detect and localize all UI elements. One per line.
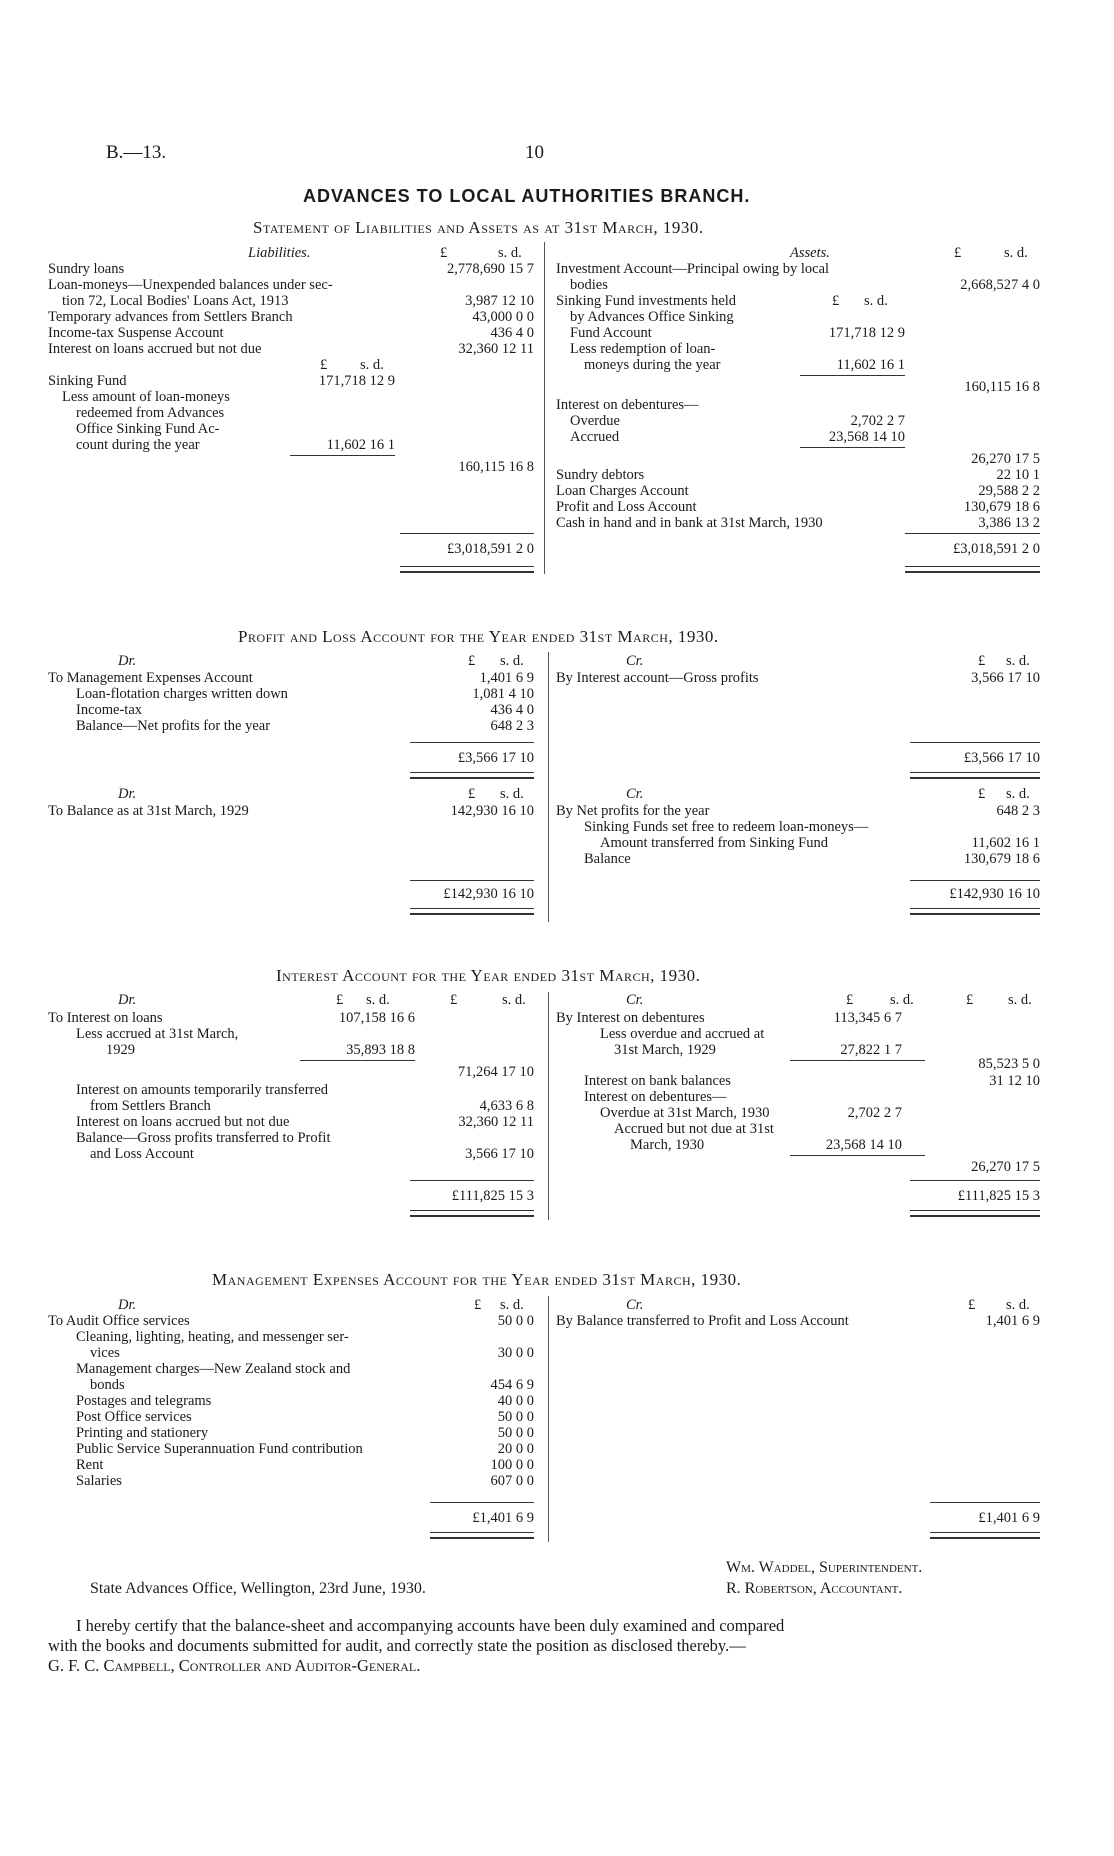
ia-dr-item: To Interest on loans (48, 1010, 163, 1026)
ia-dr-total: £111,825 15 3 (451, 1188, 534, 1204)
column-divider (548, 1296, 549, 1542)
ia-cr-sub-value: 23,568 14 10 (825, 1137, 902, 1153)
total-double-rule (410, 1210, 534, 1217)
liability-value: 160,115 16 8 (458, 459, 534, 475)
total-rule (430, 1502, 534, 1503)
sd-heading: s. d. (1006, 786, 1030, 802)
ia-cr-sub-value: 113,345 6 7 (833, 1010, 902, 1026)
ia-dr-sub-value: 35,893 18 8 (346, 1042, 415, 1058)
sd-heading: s. d. (890, 992, 914, 1008)
sd-heading: s. d. (1006, 1297, 1030, 1313)
pound-heading: £ (846, 992, 854, 1008)
pl-dr-total: £142,930 16 10 (443, 886, 534, 902)
sd-heading: s. d. (500, 1297, 524, 1313)
liability-value: 3,987 12 10 (465, 293, 534, 309)
ia-cr-item: 31st March, 1929 (614, 1042, 716, 1058)
liability-loan-moneys: Loan-moneys—Unexpended balances under sec- (48, 277, 333, 293)
pl-cr-value: 11,602 16 1 (971, 835, 1040, 851)
asset-sundry-debtors: Sundry debtors (556, 467, 645, 483)
asset-accrued: Accrued (570, 429, 620, 445)
branch-title: ADVANCES TO LOCAL AUTHORITIES BRANCH. (303, 186, 751, 206)
dr-heading: Dr. (118, 992, 137, 1008)
ia-cr-sub-value: 27,822 1 7 (840, 1042, 902, 1058)
liability-less-line: count during the year (76, 437, 200, 453)
pl-cr-item: By Net profits for the year (556, 803, 710, 819)
me-dr-value: 607 0 0 (490, 1473, 534, 1489)
ia-dr-item: Balance—Gross profits transferred to Profit (76, 1130, 331, 1146)
liability-sub-value: 171,718 12 9 (318, 373, 395, 389)
assets-total: £3,018,591 2 0 (953, 541, 1040, 557)
liability-value: 2,778,690 15 7 (447, 261, 534, 277)
sd-heading: s. d. (498, 245, 522, 261)
ia-cr-value: 31 12 10 (989, 1073, 1040, 1089)
ia-cr-item: March, 1930 (630, 1137, 705, 1153)
pound-heading: £ (966, 992, 974, 1008)
pl-cr-value: 130,679 18 6 (963, 851, 1040, 867)
asset-value: 160,115 16 8 (964, 379, 1040, 395)
me-dr-item: Cleaning, lighting, heating, and messenger ser- (76, 1329, 349, 1345)
certificate-line: with the books and documents submitted for audit, and correctly state the position as disclosed thereby.— (48, 1636, 746, 1655)
assets-heading: Assets. (790, 245, 830, 261)
sub-rule (290, 455, 395, 456)
pound-heading: £ (468, 653, 476, 669)
pound-heading: £ (978, 786, 986, 802)
liability-less-line: Office Sinking Fund Ac- (76, 421, 220, 437)
profit-loss-title: Profit and Loss Account for the Year ended 31st March, 1930. (238, 627, 719, 646)
asset-profit-loss: Profit and Loss Account (556, 499, 697, 515)
accountant-signature: R. Robertson, Accountant. (726, 1580, 903, 1597)
me-dr-value: 50 0 0 (497, 1425, 534, 1441)
liability-sundry-loans: Sundry loans (48, 261, 125, 277)
total-double-rule (910, 772, 1040, 779)
ia-cr-item: Accrued but not due at 31st (614, 1121, 774, 1137)
liability-sub-value: 11,602 16 1 (326, 437, 395, 453)
sub-pound-heading: £ (832, 293, 840, 309)
superintendent-signature: Wm. Waddel, Superintendent. (726, 1559, 923, 1576)
ia-cr-item: By Interest on debentures (556, 1010, 705, 1026)
pl-cr-item: By Interest account—Gross profits (556, 670, 759, 686)
me-cr-item: By Balance transferred to Profit and Loss Account (556, 1313, 849, 1329)
pl-dr-item: Income-tax (76, 702, 143, 718)
me-cr-value: 1,401 6 9 (985, 1313, 1040, 1329)
asset-investment-account: Investment Account—Principal owing by local (556, 261, 830, 277)
asset-value: 29,588 2 2 (978, 483, 1040, 499)
total-double-rule (400, 566, 534, 573)
me-dr-item: Management charges—New Zealand stock and (76, 1361, 351, 1377)
total-rule (410, 742, 534, 743)
column-divider (548, 652, 549, 922)
me-dr-value: 50 0 0 (497, 1409, 534, 1425)
cr-heading: Cr. (626, 653, 644, 669)
cr-heading: Cr. (626, 1297, 644, 1313)
me-dr-value: 454 6 9 (490, 1377, 534, 1393)
total-double-rule (410, 772, 534, 779)
liability-value: 436 4 0 (490, 325, 534, 341)
ia-dr-value: 3,566 17 10 (465, 1146, 534, 1162)
sub-pound-heading: £ (320, 357, 328, 373)
total-double-rule (430, 1532, 534, 1539)
ia-cr-item: Overdue at 31st March, 1930 (600, 1105, 770, 1121)
pl-dr-value: 1,401 6 9 (479, 670, 534, 686)
total-rule (910, 880, 1040, 881)
pl-dr-item: Balance—Net profits for the year (76, 718, 271, 734)
ia-cr-item: Interest on bank balances (584, 1073, 731, 1089)
liabilities-total: £3,018,591 2 0 (447, 541, 534, 557)
pound-heading: £ (450, 992, 458, 1008)
ia-dr-item: Less accrued at 31st March, (76, 1026, 239, 1042)
sd-heading: s. d. (1004, 245, 1028, 261)
me-dr-item: Post Office services (76, 1409, 192, 1425)
asset-investment-cont: bodies (570, 277, 608, 293)
management-expenses-title: Management Expenses Account for the Year ended 31st March, 1930. (212, 1270, 742, 1289)
asset-value: 2,668,527 4 0 (960, 277, 1040, 293)
liability-less-line: Less amount of loan-moneys (62, 389, 230, 405)
asset-less-redemption-cont: moneys during the year (584, 357, 721, 373)
pound-heading: £ (954, 245, 962, 261)
liabilities-heading: Liabilities. (248, 245, 311, 261)
pl-dr-value: 648 2 3 (490, 718, 534, 734)
liability-sinking-fund: Sinking Fund (48, 373, 127, 389)
pound-heading: £ (978, 653, 986, 669)
certificate-line: I hereby certify that the balance-sheet and accompanying accounts have been duly examined and compared (76, 1616, 785, 1635)
asset-loan-charges: Loan Charges Account (556, 483, 689, 499)
pl-cr-item: Sinking Funds set free to redeem loan-moneys— (584, 819, 869, 835)
asset-value: 22 10 1 (996, 467, 1040, 483)
asset-less-redemption: Less redemption of loan- (570, 341, 716, 357)
pl-dr-value: 142,930 16 10 (450, 803, 534, 819)
liability-loan-moneys-cont: tion 72, Local Bodies' Loans Act, 1913 (62, 293, 289, 309)
me-dr-item: Rent (76, 1457, 104, 1473)
me-cr-total: £1,401 6 9 (978, 1510, 1040, 1526)
ia-dr-value: 32,360 12 11 (458, 1114, 534, 1130)
total-rule (910, 1180, 1040, 1181)
ia-dr-item: Interest on amounts temporarily transferred (76, 1082, 329, 1098)
pl-cr-value: 648 2 3 (996, 803, 1040, 819)
dr-heading: Dr. (118, 786, 137, 802)
asset-sinking-fund-cont: by Advances Office Sinking (570, 309, 734, 325)
liability-temporary-advances: Temporary advances from Settlers Branch (48, 309, 293, 325)
sub-sd-heading: s. d. (360, 357, 384, 373)
pl-dr-item: To Balance as at 31st March, 1929 (48, 803, 249, 819)
asset-value: 130,679 18 6 (963, 499, 1040, 515)
section-code: B.—13. (106, 142, 167, 163)
sub-sd-heading: s. d. (864, 293, 888, 309)
pl-dr-item: Loan-flotation charges written down (76, 686, 288, 702)
me-dr-value: 50 0 0 (497, 1313, 534, 1329)
ia-dr-value: 4,633 6 8 (479, 1098, 534, 1114)
column-divider (548, 992, 549, 1220)
pl-dr-item: To Management Expenses Account (48, 670, 253, 686)
asset-value: 3,386 13 2 (978, 515, 1040, 531)
sub-rule (800, 375, 905, 376)
sd-heading: s. d. (500, 653, 524, 669)
asset-sinking-fund: Sinking Fund investments held (556, 293, 737, 309)
dr-heading: Dr. (118, 653, 137, 669)
place-and-date: State Advances Office, Wellington, 23rd June, 1930. (90, 1580, 426, 1597)
me-dr-total: £1,401 6 9 (472, 1510, 534, 1526)
sd-heading: s. d. (1006, 653, 1030, 669)
pound-heading: £ (336, 992, 344, 1008)
asset-overdue: Overdue (570, 413, 620, 429)
total-double-rule (410, 908, 534, 915)
total-double-rule (910, 908, 1040, 915)
liability-income-tax: Income-tax Suspense Account (48, 325, 224, 341)
cr-heading: Cr. (626, 786, 644, 802)
asset-value: 26,270 17 5 (971, 451, 1040, 467)
balance-sheet-title: Statement of Liabilities and Assets as at 31st March, 1930. (253, 218, 704, 237)
pl-cr-value: 3,566 17 10 (971, 670, 1040, 686)
me-dr-value: 20 0 0 (497, 1441, 534, 1457)
pl-cr-item: Amount transferred from Sinking Fund (600, 835, 828, 851)
dr-heading: Dr. (118, 1297, 137, 1313)
asset-sub-value: 11,602 16 1 (836, 357, 905, 373)
me-dr-item: bonds (90, 1377, 125, 1393)
interest-account-title: Interest Account for the Year ended 31st March, 1930. (276, 966, 701, 985)
pound-heading: £ (968, 1297, 976, 1313)
asset-sinking-fund-cont: Fund Account (570, 325, 652, 341)
asset-sub-value: 2,702 2 7 (850, 413, 905, 429)
ia-cr-value: 26,270 17 5 (971, 1159, 1040, 1175)
sub-rule (800, 447, 905, 448)
liability-value: 32,360 12 11 (458, 341, 534, 357)
me-dr-value: 100 0 0 (490, 1457, 534, 1473)
ia-dr-sub-value: 107,158 16 6 (338, 1010, 415, 1026)
ia-dr-item: from Settlers Branch (90, 1098, 211, 1114)
total-double-rule (910, 1210, 1040, 1217)
pl-dr-value: 1,081 4 10 (472, 686, 534, 702)
liability-less-line: redeemed from Advances (76, 405, 225, 421)
liability-value: 43,000 0 0 (472, 309, 534, 325)
ia-cr-item: Interest on debentures— (584, 1089, 727, 1105)
sub-rule (300, 1060, 415, 1061)
sd-heading: s. d. (366, 992, 390, 1008)
me-dr-item: To Audit Office services (48, 1313, 190, 1329)
column-divider (544, 242, 545, 574)
asset-interest-debentures: Interest on debentures— (556, 397, 699, 413)
total-rule (930, 1502, 1040, 1503)
pound-heading: £ (440, 245, 448, 261)
asset-sub-value: 23,568 14 10 (828, 429, 905, 445)
total-rule (910, 742, 1040, 743)
sd-heading: s. d. (500, 786, 524, 802)
ia-dr-item: and Loss Account (90, 1146, 194, 1162)
ia-dr-item: 1929 (106, 1042, 135, 1058)
ia-cr-sub-value: 2,702 2 7 (847, 1105, 902, 1121)
pound-heading: £ (468, 786, 476, 802)
asset-cash: Cash in hand and in bank at 31st March, 1930 (556, 515, 823, 531)
me-dr-item: Printing and stationery (76, 1425, 209, 1441)
total-double-rule (905, 566, 1040, 573)
page-number: 10 (525, 142, 544, 163)
ia-dr-value: 71,264 17 10 (457, 1064, 534, 1080)
pl-dr-total: £3,566 17 10 (457, 750, 534, 766)
sd-heading: s. d. (1008, 992, 1032, 1008)
total-rule (905, 533, 1040, 534)
auditor-signature: G. F. C. Campbell, Controller and Auditor-General. (48, 1656, 421, 1675)
ia-cr-item: Less overdue and accrued at (600, 1026, 765, 1042)
liability-interest-accrued: Interest on loans accrued but not due (48, 341, 262, 357)
pl-dr-value: 436 4 0 (490, 702, 534, 718)
sd-heading: s. d. (502, 992, 526, 1008)
asset-sub-value: 171,718 12 9 (828, 325, 905, 341)
cr-heading: Cr. (626, 992, 644, 1008)
pl-cr-total: £3,566 17 10 (963, 750, 1040, 766)
me-dr-item: Postages and telegrams (76, 1393, 212, 1409)
ia-dr-item: Interest on loans accrued but not due (76, 1114, 290, 1130)
me-dr-value: 40 0 0 (497, 1393, 534, 1409)
ia-cr-total: £111,825 15 3 (957, 1188, 1040, 1204)
ia-cr-value: 85,523 5 0 (978, 1056, 1040, 1072)
me-dr-item: Public Service Superannuation Fund contribution (76, 1441, 363, 1457)
me-dr-item: vices (90, 1345, 120, 1361)
sub-rule (790, 1155, 925, 1156)
me-dr-value: 30 0 0 (497, 1345, 534, 1361)
pl-cr-item: Balance (584, 851, 631, 867)
total-rule (410, 1180, 534, 1181)
total-rule (400, 533, 534, 534)
total-double-rule (930, 1532, 1040, 1539)
me-dr-item: Salaries (76, 1473, 122, 1489)
pound-heading: £ (474, 1297, 482, 1313)
total-rule (410, 880, 534, 881)
pl-cr-total: £142,930 16 10 (949, 886, 1040, 902)
